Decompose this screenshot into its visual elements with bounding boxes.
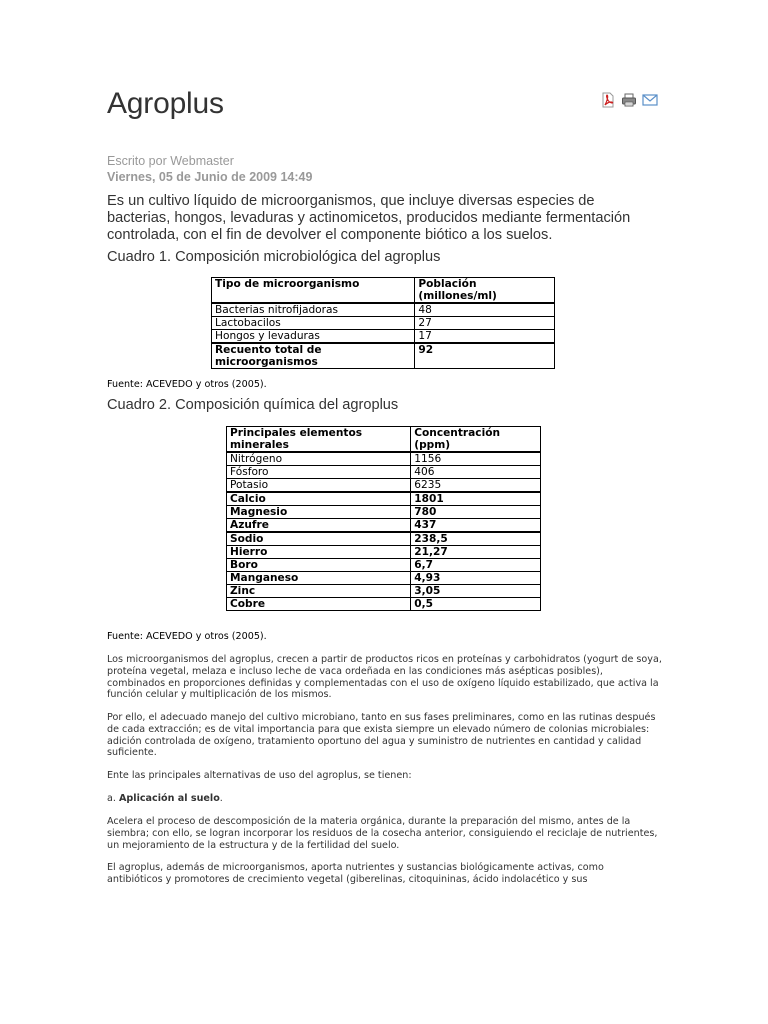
table-row xyxy=(227,572,541,585)
table-row xyxy=(227,479,541,493)
table-cell: Cobre xyxy=(227,598,411,611)
table2-caption: Cuadro 2. Composición química del agroplus xyxy=(107,397,399,413)
paragraph-1: Los microorganismos del agroplus, crecen a partir de productos ricos en proteínas y carbohidratos (yogurt de soya, proteína vegetal, melaza e incluso leche de vaca ordeñada en las condiciones más asépticas posibles), combinados en proporciones definidas y complementadas con el uso de oxígeno líquido estabilizado, que activa la función celular y multiplicación de los mismos. xyxy=(107,654,662,701)
author-line: Escrito por Webmaster xyxy=(107,154,234,168)
table1-caption: Cuadro 1. Composición microbiológica del agroplus xyxy=(107,249,441,265)
punctuation: . xyxy=(219,793,223,804)
table-cell: 1801 xyxy=(411,492,541,506)
paragraph-3: Ente las principales alternativas de uso del agroplus, se tienen: xyxy=(107,770,412,781)
table-cell: 4,93 xyxy=(411,572,541,585)
table-cell: 6235 xyxy=(411,479,541,493)
chemical-table xyxy=(226,426,541,611)
table-header-row xyxy=(212,278,555,304)
table-cell: Magnesio xyxy=(227,506,411,519)
table-row xyxy=(227,598,541,611)
table2-source: Fuente: ACEVEDO y otros (2005). xyxy=(107,631,267,642)
print-icon[interactable] xyxy=(621,92,637,108)
table-cell: 406 xyxy=(411,466,541,479)
table-row xyxy=(227,452,541,466)
intro-paragraph: Es un cultivo líquido de microorganismos, que incluye diversas especies de bacterias, hongos, levaduras y actinomicetos, producidos mediante fermentación controlada, con el fin de devolver el componente biótico a los suelos. xyxy=(107,193,631,243)
table-header-cell: Tipo de microorganismo xyxy=(212,278,415,304)
table-header-cell: Principales elementos minerales xyxy=(227,427,411,453)
table-header-row xyxy=(227,427,541,453)
pdf-icon[interactable] xyxy=(600,92,616,108)
paragraph-5: Acelera el proceso de descomposición de la materia orgánica, durante la preparación del mismo, antes de la siembra; con ello, se logran incorporar los residuos de la cosecha anterior, consiguiendo el reciclaje de nutrientes, un mejoramiento de la estructura y de la fertilidad del suelo. xyxy=(107,816,658,851)
table-row xyxy=(227,519,541,533)
table-cell: Hongos y levaduras xyxy=(212,330,415,344)
table-cell: Fósforo xyxy=(227,466,411,479)
table-row xyxy=(212,303,555,317)
table-header-cell: Población (millones/ml) xyxy=(415,278,555,304)
table-cell: Calcio xyxy=(227,492,411,506)
table-cell: Azufre xyxy=(227,519,411,533)
paragraph-6: El agroplus, además de microorganismos, aporta nutrientes y sustancias biológicamente activas, como antibióticos y promotores de crecimiento vegetal (giberelinas, citoquininas, ácido indolacético y sus xyxy=(107,862,604,885)
table-cell: 238,5 xyxy=(411,532,541,546)
publish-date: Viernes, 05 de Junio de 2009 14:49 xyxy=(107,170,313,184)
table-row xyxy=(227,532,541,546)
table-cell: Potasio xyxy=(227,479,411,493)
list-marker: a. xyxy=(107,793,119,804)
microbiological-table xyxy=(211,277,555,369)
table-cell: 1156 xyxy=(411,452,541,466)
table-cell: Recuento total de microorganismos xyxy=(212,343,415,369)
table-cell: 27 xyxy=(415,317,555,330)
paragraph-4 xyxy=(107,793,662,805)
table-cell: 48 xyxy=(415,303,555,317)
table-cell: Sodio xyxy=(227,532,411,546)
table-cell: 3,05 xyxy=(411,585,541,598)
table-row xyxy=(227,585,541,598)
table-cell: 780 xyxy=(411,506,541,519)
subheading-soil: Aplicación al suelo xyxy=(118,793,220,804)
table-cell: 6,7 xyxy=(411,559,541,572)
table-row xyxy=(212,317,555,330)
table-row xyxy=(227,546,541,559)
table-cell: Manganeso xyxy=(227,572,411,585)
table-cell: 17 xyxy=(415,330,555,344)
page-title: Agroplus xyxy=(107,87,224,120)
table-header-cell: Concentración (ppm) xyxy=(411,427,541,453)
paragraph-2: Por ello, el adecuado manejo del cultivo microbiano, tanto en sus fases preliminares, como en las rutinas después de cada extracción; es de vital importancia para que exista siempre un elevado número de colonias microbiales: adición controlada de oxígeno, tratamiento oportuno del agua y suministro de nutrientes en cantidad y calidad suficiente. xyxy=(107,712,656,759)
table-row xyxy=(227,492,541,506)
table-row xyxy=(212,330,555,344)
table-cell: 0,5 xyxy=(411,598,541,611)
table-cell: Nitrógeno xyxy=(227,452,411,466)
table-cell: 437 xyxy=(411,519,541,533)
table-cell: 21,27 xyxy=(411,546,541,559)
table-cell: Boro xyxy=(227,559,411,572)
table-row xyxy=(227,559,541,572)
table-cell: Lactobacilos xyxy=(212,317,415,330)
table-row xyxy=(227,466,541,479)
article-actions xyxy=(600,92,658,108)
table-cell: 92 xyxy=(415,343,555,369)
table-cell: Zinc xyxy=(227,585,411,598)
table-cell: Bacterias nitrofijadoras xyxy=(212,303,415,317)
table1-source: Fuente: ACEVEDO y otros (2005). xyxy=(107,379,267,390)
table-total-row xyxy=(212,343,555,369)
table-cell: Hierro xyxy=(227,546,411,559)
email-icon[interactable] xyxy=(642,92,658,108)
table-row xyxy=(227,506,541,519)
